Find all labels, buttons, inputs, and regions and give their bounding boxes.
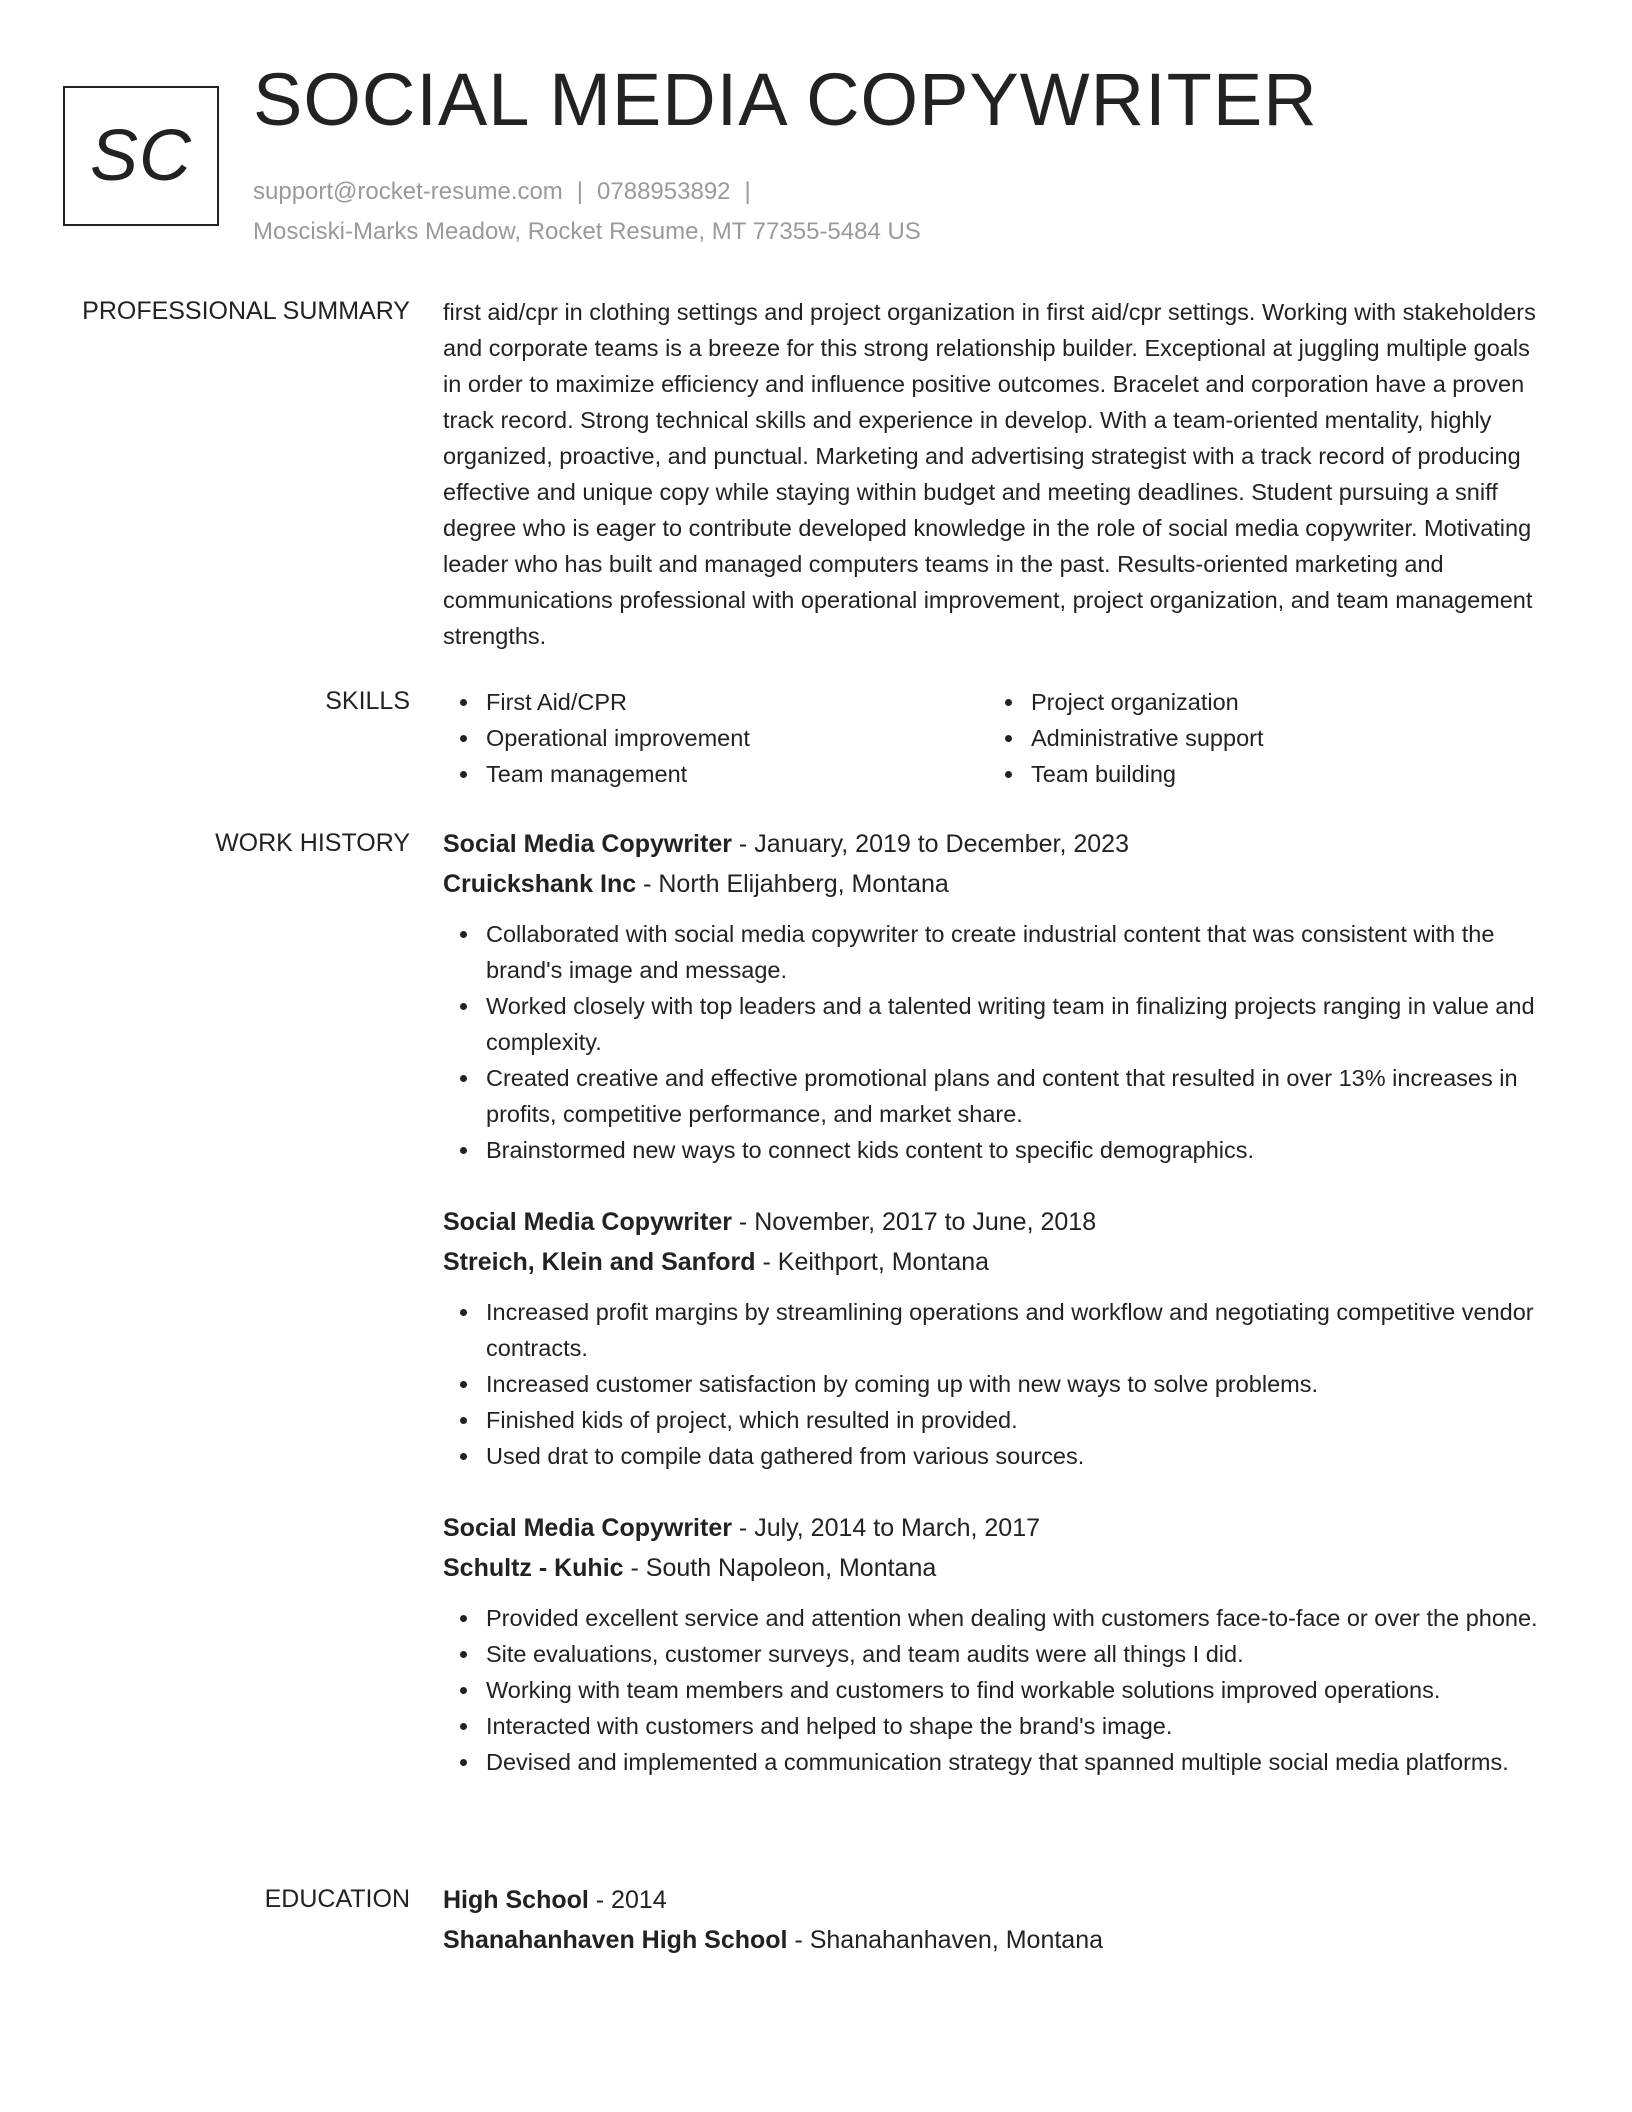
job-bullets — [443, 1294, 1553, 1474]
job-bullets — [443, 1600, 1553, 1780]
job-entry — [443, 1202, 1553, 1474]
job-bullet: Worked closely with top leaders and a talented writing team in finalizing projects ranging in value and complexity. — [486, 988, 1553, 1060]
job-role: Social Media Copywriter — [443, 1208, 732, 1236]
job-company: Streich, Klein and Sanford — [443, 1248, 756, 1276]
dash: - — [588, 1886, 612, 1914]
dash: - — [755, 1248, 778, 1276]
summary-text: first aid/cpr in clothing settings and project organization in first aid/cpr settings. Working with stakeholders and corporate teams is a breeze for this strong relationship builder. Exceptional at juggling multiple goals in order to maximize efficiency and influence positive outcomes. Bracelet and corporation have a proven track record. Strong technical skills and experience in develop. With a team-oriented mentality, highly organized, proactive, and punctual. Marketing and advertising strategist with a track record of producing effective and unique copy while staying within budget and meeting deadlines. Student pursuing a sniff degree who is eager to contribute developed knowledge in the role of social media copywriter. Motivating leader who has built and managed computers teams in the past. Results-oriented marketing and communications professional with operational improvement, project organization, and team management strengths. — [443, 299, 1536, 649]
job-entry — [443, 824, 1553, 1168]
job-bullet: Used drat to compile data gathered from various sources. — [486, 1438, 1553, 1474]
job-company-line — [443, 864, 1553, 904]
resume-title: SOCIAL MEDIA COPYWRITER — [253, 58, 1318, 141]
job-entry — [443, 1508, 1553, 1780]
contact-info — [253, 172, 921, 252]
work-history-heading: WORK HISTORY — [215, 829, 410, 857]
skill-item: Team management — [486, 756, 988, 792]
job-role: Social Media Copywriter — [443, 1514, 732, 1542]
job-dates: November, 2017 to June, 2018 — [754, 1208, 1097, 1236]
education-location: Shanahanhaven, Montana — [809, 1926, 1104, 1954]
education-year: 2014 — [611, 1886, 667, 1914]
job-location: North Elijahberg, Montana — [658, 870, 949, 898]
job-bullet: Brainstormed new ways to connect kids content to specific demographics. — [486, 1132, 1553, 1168]
skills-list-right — [988, 684, 1533, 792]
job-bullet: Interacted with customers and helped to shape the brand's image. — [486, 1708, 1553, 1744]
job-company: Cruickshank Inc — [443, 870, 637, 898]
skill-item: Administrative support — [1031, 720, 1533, 756]
education-degree: High School — [443, 1886, 589, 1914]
job-bullet: Working with team members and customers to find workable solutions improved operations. — [486, 1672, 1553, 1708]
education-degree-line — [443, 1880, 1553, 1920]
contact-address: Mosciski-Marks Meadow, Rocket Resume, MT 77355-5484 US — [253, 218, 921, 245]
job-company-line — [443, 1548, 1553, 1588]
job-company-line — [443, 1242, 1553, 1282]
summary-heading: PROFESSIONAL SUMMARY — [82, 297, 410, 325]
job-bullet: Provided excellent service and attention when dealing with customers face-to-face or over the phone. — [486, 1600, 1553, 1636]
job-location: South Napoleon, Montana — [645, 1554, 937, 1582]
dash: - — [731, 1514, 755, 1542]
skill-item: Project organization — [1031, 684, 1533, 720]
job-bullet: Finished kids of project, which resulted in provided. — [486, 1402, 1553, 1438]
job-role-line — [443, 824, 1553, 864]
contact-line-1 — [253, 172, 921, 212]
contact-separator: | — [744, 178, 751, 205]
job-bullet: Increased profit margins by streamlining operations and workflow and negotiating competitive vendor contracts. — [486, 1294, 1553, 1366]
summary-body — [443, 294, 1553, 654]
job-role: Social Media Copywriter — [443, 830, 732, 858]
skills-body — [443, 684, 1553, 792]
job-bullets — [443, 916, 1553, 1168]
job-dates: July, 2014 to March, 2017 — [754, 1514, 1041, 1542]
education-school-line — [443, 1920, 1553, 1960]
job-bullet: Devised and implemented a communication strategy that spanned multiple social media platforms. — [486, 1744, 1553, 1780]
dash: - — [787, 1926, 810, 1954]
job-bullet: Increased customer satisfaction by coming up with new ways to solve problems. — [486, 1366, 1553, 1402]
contact-email[interactable]: support@rocket-resume.com — [253, 178, 563, 205]
contact-separator: | — [576, 178, 584, 205]
job-bullet: Site evaluations, customer surveys, and team audits were all things I did. — [486, 1636, 1553, 1672]
skills-list-left — [443, 684, 988, 792]
initials-text: SC — [89, 116, 193, 196]
skill-item: Team building — [1031, 756, 1533, 792]
work-history-body — [443, 824, 1553, 1814]
dash: - — [731, 1208, 755, 1236]
skill-item: Operational improvement — [486, 720, 988, 756]
job-bullet: Created creative and effective promotional plans and content that resulted in over 13% increases in profits, competitive performance, and market share. — [486, 1060, 1553, 1132]
job-role-line — [443, 1202, 1553, 1242]
education-school: Shanahanhaven High School — [443, 1926, 788, 1954]
dash: - — [636, 870, 659, 898]
contact-phone[interactable]: 0788953892 — [597, 178, 731, 205]
job-dates: January, 2019 to December, 2023 — [754, 830, 1129, 858]
dash: - — [731, 830, 755, 858]
job-location: Keithport, Montana — [777, 1248, 990, 1276]
job-role-line — [443, 1508, 1553, 1548]
skills-heading: SKILLS — [325, 687, 410, 715]
education-heading: EDUCATION — [264, 1885, 410, 1913]
job-company: Schultz - Kuhic — [443, 1554, 624, 1582]
skill-item: First Aid/CPR — [486, 684, 988, 720]
dash: - — [623, 1554, 646, 1582]
initials-monogram — [63, 86, 219, 226]
job-bullet: Collaborated with social media copywriter to create industrial content that was consistent with the brand's image and message. — [486, 916, 1553, 988]
education-body — [443, 1880, 1553, 1960]
